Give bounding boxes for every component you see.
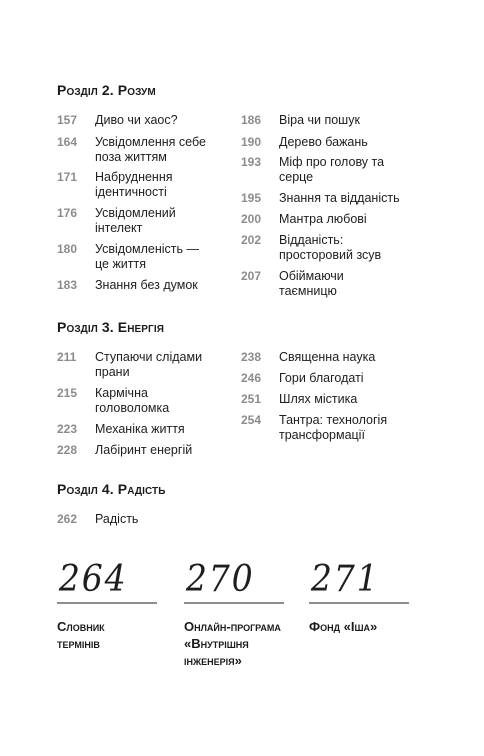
entry-title: Знання та відданість (279, 191, 400, 205)
toc-entry (57, 422, 241, 437)
entry-title: Гори благодаті (279, 371, 364, 385)
page-number: 157 (57, 113, 78, 127)
toc-entry (241, 113, 425, 128)
entry-title: Міф про голову та серце (279, 155, 385, 184)
entry-title: Тантра: технологія трансформації (279, 413, 388, 442)
entry-title: Лабіринт енергій (95, 443, 193, 457)
page-number: 215 (57, 386, 78, 400)
divider-rule (57, 602, 157, 604)
page-number: 207 (241, 269, 262, 283)
entry-title: Обіймаючи таємницю (279, 269, 344, 298)
end-title: Словник термінів (57, 619, 105, 651)
section-joy (57, 480, 437, 533)
entry-title: Набруднення ідентичності (95, 170, 173, 199)
section-title: Розділ 2. Розум (57, 82, 156, 98)
end-block-online-program (184, 560, 284, 669)
toc-entry (57, 350, 241, 380)
toc-entry (57, 386, 241, 416)
entry-title: Шлях містика (279, 392, 358, 406)
end-title: Онлайн-програма «Внутрішня інженерія» (184, 619, 281, 668)
toc-entry (241, 392, 425, 407)
toc-entry (241, 191, 425, 206)
section-columns (57, 113, 437, 305)
page-number: 183 (57, 278, 78, 292)
page-number: 193 (241, 155, 262, 169)
divider-rule (184, 602, 284, 604)
entry-title: Усвідомленість — це життя (95, 242, 199, 271)
end-page-number: 270 (185, 559, 255, 600)
page-number: 171 (57, 170, 78, 184)
page-number: 202 (241, 233, 262, 247)
page-number: 246 (241, 371, 262, 385)
left-column (57, 512, 241, 533)
page-number: 251 (241, 392, 262, 406)
page-number: 228 (57, 443, 78, 457)
page-number: 211 (57, 350, 77, 364)
page-number: 186 (241, 113, 262, 127)
entry-title: Диво чи хаос? (95, 113, 178, 127)
entry-title: Усвідомлений інтелект (95, 206, 176, 235)
entry-title: Мантра любові (279, 212, 367, 226)
page-number: 195 (241, 191, 262, 205)
page-number: 164 (57, 135, 78, 149)
toc-entry (57, 206, 241, 236)
toc-entry (241, 371, 425, 386)
left-column (57, 113, 241, 305)
end-matter (57, 560, 417, 710)
end-title: Фонд «Іша» (309, 619, 378, 634)
toc-entry (241, 233, 425, 263)
toc-entry (241, 135, 425, 150)
section-energy (57, 318, 437, 464)
entry-title: Віра чи пошук (279, 113, 360, 127)
page-number: 190 (241, 135, 262, 149)
entry-title: Священна наука (279, 350, 376, 364)
end-block-glossary (57, 560, 157, 652)
entry-title: Кармічна головоломка (95, 386, 170, 415)
page-number: 200 (241, 212, 262, 226)
page-number: 262 (57, 512, 78, 526)
toc-entry (57, 512, 241, 527)
section-columns (57, 512, 437, 533)
toc-entry (57, 135, 241, 165)
page-number: 176 (57, 206, 78, 220)
page-number: 254 (241, 413, 262, 427)
right-column (241, 350, 425, 464)
entry-title: Дерево бажань (279, 135, 368, 149)
entry-title: Механіка життя (95, 422, 185, 436)
section-columns (57, 350, 437, 464)
divider-rule (309, 602, 409, 604)
entry-title: Радість (95, 512, 139, 526)
end-block-foundation (309, 560, 409, 635)
toc-entry (241, 212, 425, 227)
toc-entry (241, 350, 425, 365)
toc-entry (241, 269, 425, 299)
entry-title: Ступаючи слідами прани (95, 350, 203, 379)
toc-entry (57, 278, 241, 293)
section-title: Розділ 3. Енергія (57, 319, 164, 335)
page-number: 223 (57, 422, 78, 436)
section-mind (57, 81, 437, 305)
entry-title: Усвідомлення себе поза життям (95, 135, 206, 164)
section-title: Розділ 4. Радість (57, 481, 166, 497)
page-number: 180 (57, 242, 78, 256)
end-page-number: 271 (310, 559, 380, 600)
entry-title: Відданість: просторовий зсув (279, 233, 382, 262)
page-number: 238 (241, 350, 262, 364)
toc-entry (241, 155, 425, 185)
entry-title: Знання без думок (95, 278, 198, 292)
end-page-number: 264 (58, 559, 128, 600)
toc-entry (57, 170, 241, 200)
toc-entry (57, 242, 241, 272)
right-column (241, 113, 425, 305)
toc-entry (57, 443, 241, 458)
left-column (57, 350, 241, 464)
toc-entry (241, 413, 425, 443)
toc-entry (57, 113, 241, 128)
